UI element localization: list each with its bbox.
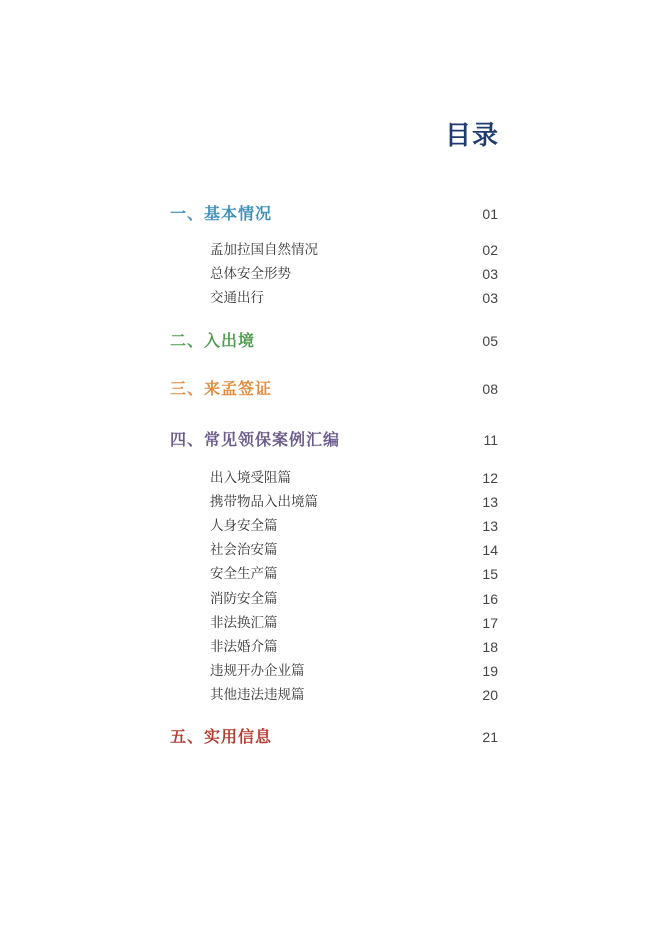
toc-item[interactable] — [170, 466, 498, 490]
toc-item[interactable] — [170, 587, 498, 611]
toc-item-label: 非法换汇篇 — [210, 615, 278, 631]
toc-page-number: 02 — [482, 242, 498, 258]
toc-page-number: 08 — [482, 381, 498, 397]
toc-item[interactable] — [170, 490, 498, 514]
toc-section-label: 三、来孟签证 — [170, 379, 273, 398]
toc-item-label: 消防安全篇 — [210, 591, 278, 607]
toc-item-label: 携带物品入出境篇 — [210, 494, 318, 510]
toc-item-label: 其他违法违规篇 — [210, 687, 305, 703]
toc-item[interactable] — [170, 562, 498, 586]
toc-item[interactable] — [170, 611, 498, 635]
toc-page-number: 21 — [482, 729, 498, 745]
toc-page-number: 18 — [482, 639, 498, 655]
toc-section-3[interactable] — [170, 377, 498, 401]
toc-page-number: 19 — [482, 663, 498, 679]
toc-page-number: 13 — [482, 518, 498, 534]
toc-item-label: 人身安全篇 — [210, 518, 278, 534]
toc-item[interactable] — [170, 538, 498, 562]
toc-item-label: 安全生产篇 — [210, 566, 278, 582]
toc-page-number: 17 — [482, 615, 498, 631]
toc-page-number: 03 — [482, 266, 498, 282]
toc-page-number: 16 — [482, 591, 498, 607]
toc-page-number: 13 — [482, 494, 498, 510]
toc-page-number: 11 — [483, 432, 498, 448]
toc-item-label: 孟加拉国自然情况 — [210, 242, 318, 258]
page-title: 目录 — [444, 121, 499, 151]
toc-item[interactable] — [170, 514, 498, 538]
toc-page-number: 20 — [482, 687, 498, 703]
toc-section-1[interactable] — [170, 202, 498, 226]
toc-page-number: 03 — [482, 290, 498, 306]
toc-item[interactable] — [170, 238, 498, 262]
toc-page-number: 01 — [482, 206, 498, 222]
toc-section-label: 一、基本情况 — [170, 204, 273, 223]
toc-item-label: 社会治安篇 — [210, 542, 278, 558]
toc-page-number: 15 — [482, 566, 498, 582]
toc-page-number: 14 — [482, 542, 498, 558]
toc-item-label: 交通出行 — [210, 290, 264, 306]
toc-section-label: 二、入出境 — [170, 331, 256, 350]
toc-item[interactable] — [170, 262, 498, 286]
toc-section-4[interactable] — [170, 428, 498, 452]
toc-item-label: 非法婚介篇 — [210, 639, 278, 655]
toc-section-label: 四、常见领保案例汇编 — [170, 430, 341, 449]
toc-item-label: 总体安全形势 — [210, 266, 291, 282]
toc-section-2[interactable] — [170, 329, 498, 353]
toc-section-5[interactable] — [170, 725, 498, 749]
toc-page-number: 05 — [482, 333, 498, 349]
toc-item[interactable] — [170, 659, 498, 683]
toc-item[interactable] — [170, 635, 498, 659]
toc-item[interactable] — [170, 683, 498, 707]
toc-item[interactable] — [170, 286, 498, 310]
toc-page-number: 12 — [482, 470, 498, 486]
toc-item-label: 违规开办企业篇 — [210, 663, 305, 679]
toc-item-label: 出入境受阻篇 — [210, 470, 291, 486]
toc-section-label: 五、实用信息 — [170, 727, 273, 746]
